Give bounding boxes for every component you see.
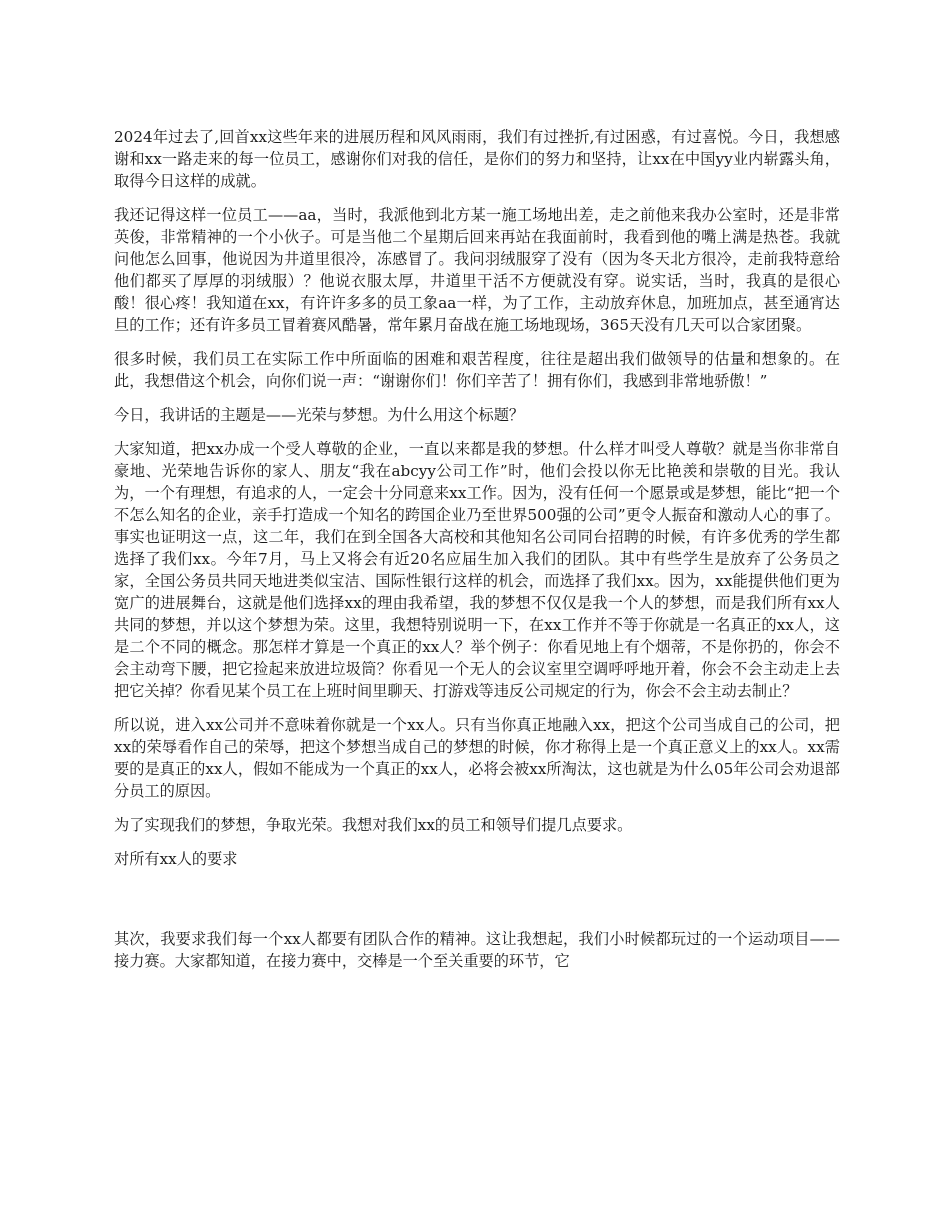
paragraph-dream: 大家知道，把xx办成一个受人尊敬的企业，一直以来都是我的梦想。什么样才叫受人尊敬？就是当你非常自豪地、光荣地告诉你的家人、朋友“我在abcyy公司工作”时，他们会投以你无比艳羡和崇敬的目光。我认为，一个有理想，有追求的人，一定会十分同意来xx工作。因为，没有任何一个愿景或是梦想，能比“把一个不怎么知名的企业，亲手打造成一个知名的跨国企业乃至世界500强的公司”更令人振奋和激动人心的事了。事实也证明这一点，这二年，我们在到全国各大高校和其他知名公司同台招聘的时候，有许多优秀的学生都选择了我们xx。今年7月，马上又将会有近20名应届生加入我们的团队。其中有些学生是放弃了公务员之家，全国公务员共同天地进类似宝洁、国际性银行这样的机会，而选择了我们xx。因为，xx能提供他们更为宽广的进展舞台，这就是他们选择xx的理由我希望，我的梦想不仅仅是我一个人的梦想，而是我们所有xx人共同的梦想，并以这个梦想为荣。这里，我想特别说明一下，在xx工作并不等于你就是一名真正的xx人，这是二个不同的概念。那怎样才算是一个真正的xx人？举个例子：你看见地上有个烟蒂，不是你扔的，你会不会主动弯下腰，把它捡起来放进垃圾筒？你看见一个无人的会议室里空调呼呼地开着，你会不会主动走上去把它关掉？你看见某个员工在上班时间里聊天、打游戏等违反公司规定的行为，你会不会主动去制止？ bbox=[114, 440, 840, 700]
blank-gap bbox=[114, 882, 840, 928]
paragraph-intro: 2024年过去了,回首xx这些年来的进展历程和风风雨雨，我们有过挫折,有过困惑，有过喜悦。今日，我想感谢和xx一路走来的每一位员工，感谢你们对我的信任，是你们的努力和坚持，让xx在中国yy业内崭露头角，取得今日这样的成就。 bbox=[114, 128, 840, 190]
paragraph-requirements-intro: 为了实现我们的梦想，争取光荣。我想对我们xx的员工和领导们提几点要求。 bbox=[114, 816, 633, 834]
paragraph-teamwork: 其次，我要求我们每一个xx人都要有团队合作的精神。这让我想起，我们小时候都玩过的一个运动项目——接力赛。大家都知道，在接力赛中，交棒是一个至关重要的环节，它 bbox=[114, 930, 840, 970]
paragraph-true-member: 所以说，进入xx公司并不意味着你就是一个xx人。只有当你真正地融入xx，把这个公司当成自己的公司，把xx的荣辱看作自己的荣辱，把这个梦想当成自己的梦想的时候，你才称得上是一个真正意义上的xx人。xx需要的是真正的xx人，假如不能成为一个真正的xx人，必将会被xx所淘汰，这也就是为什么05年公司会劝退部分员工的原因。 bbox=[114, 716, 840, 800]
paragraph-thanks: 很多时候，我们员工在实际工作中所面临的困难和艰苦程度，往往是超出我们做领导的估量和想象的。在此，我想借这个机会，向你们说一声：“谢谢你们！你们辛苦了！拥有你们，我感到非常地骄傲！” bbox=[114, 350, 840, 390]
document-body bbox=[114, 126, 840, 984]
section-heading-requirements: 对所有xx人的要求 bbox=[114, 850, 238, 868]
paragraph-theme: 今日，我讲话的主题是——光荣与梦想。为什么用这个标题？ bbox=[114, 406, 525, 424]
paragraph-employee-story: 我还记得这样一位员工——aa，当时，我派他到北方某一施工场地出差，走之前他来我办公室时，还是非常英俊，非常精神的一个小伙子。可是当他二个星期后回来再站在我面前时，我看到他的嘴上满是热苍。我就问他怎么回事，他说因为井道里很冷，冻感冒了。我问羽绒服穿了没有（因为冬天北方很冷，走前我特意给他们都买了厚厚的羽绒服）？他说衣服太厚，井道里干活不方便就没有穿。说实话，当时，我真的是很心酸！很心疼！我知道在xx，有许许多多的员工象aa一样，为了工作，主动放弃休息，加班加点，甚至通宵达旦的工作；还有许多员工冒着赛风酷暑，常年累月奋战在施工场地现场，365天没有几天可以合家团聚。 bbox=[114, 206, 840, 334]
